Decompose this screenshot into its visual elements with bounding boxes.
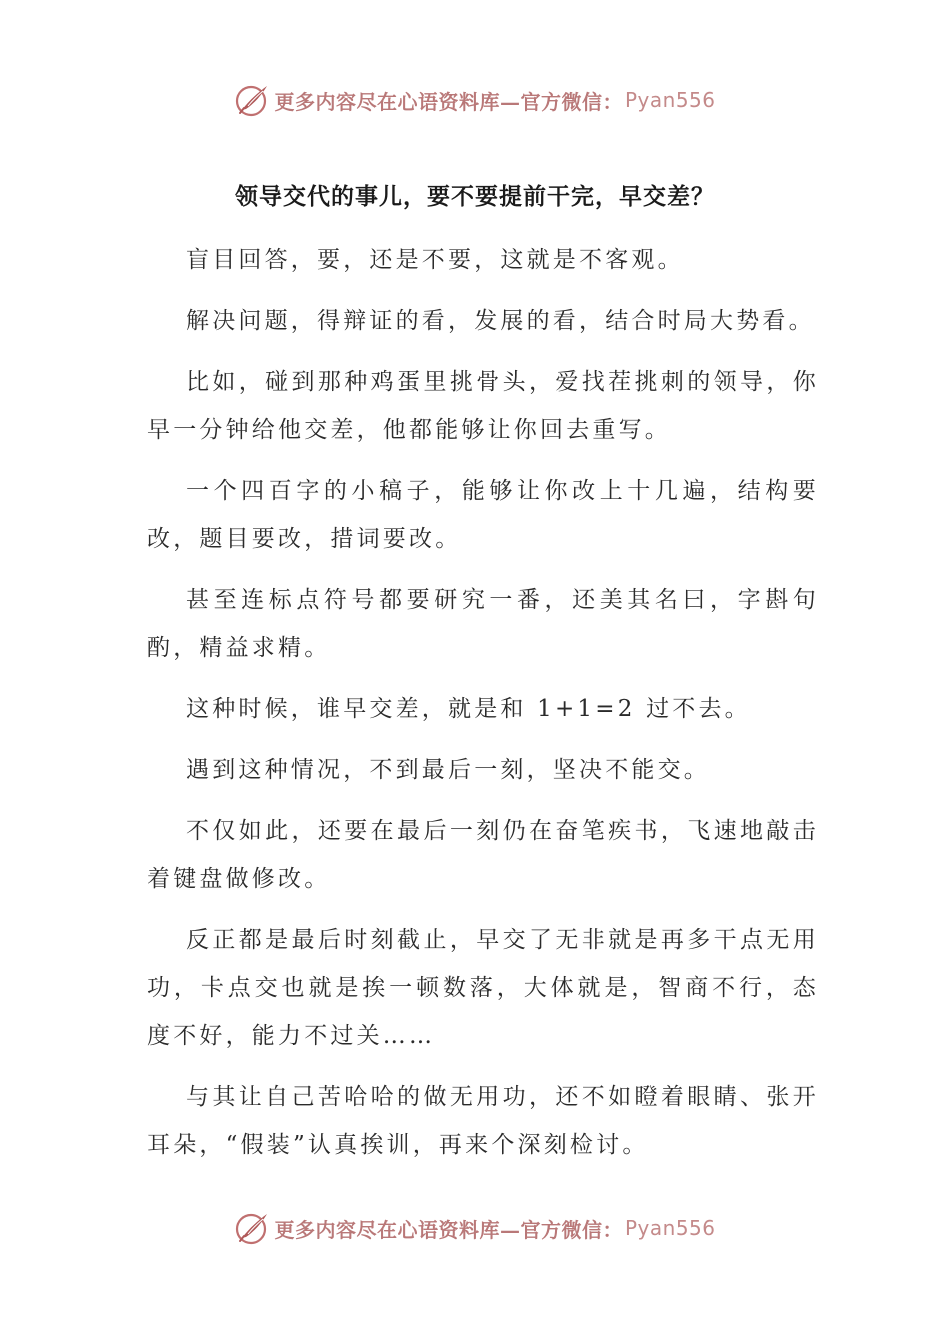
paragraph: 遇到这种情况，不到最后一刻，坚决不能交。 xyxy=(186,757,710,783)
footer-wechat-id: Pyan556 xyxy=(624,1216,716,1240)
article-title: 领导交代的事儿，要不要提前干完，早交差？ xyxy=(235,183,715,210)
paragraph: 盲目回答，要，还是不要，这就是不客观。 xyxy=(186,247,684,273)
header-wechat-id: Pyan556 xyxy=(624,88,716,112)
article-body xyxy=(147,236,819,1182)
footer-banner xyxy=(0,1210,950,1246)
quill-pen-logo-icon xyxy=(234,82,270,118)
paragraph: 解决问题，得辩证的看，发展的看，结合时局大势看。 xyxy=(186,308,815,334)
paragraph: 一个四百字的小稿子，能够让你改上十几遍，结构要改，题目要改，措词要改。 xyxy=(147,478,819,552)
paragraph: 与其让自己苦哈哈的做无用功，还不如瞪着眼睛、张开耳朵，“假装”认真挨训，再来个深刻检讨。 xyxy=(147,1084,819,1158)
paragraph: 不仅如此，还要在最后一刻仍在奋笔疾书，飞速地敲击着键盘做修改。 xyxy=(147,818,819,892)
paragraph: 反正都是最后时刻截止，早交了无非就是再多干点无用功，卡点交也就是挨一顿数落，大体就是，智商不行，态度不好，能力不过关…… xyxy=(147,927,819,1049)
quill-pen-logo-icon xyxy=(234,1210,270,1246)
paragraph: 甚至连标点符号都要研究一番，还美其名曰，字斟句酌，精益求精。 xyxy=(147,587,819,661)
footer-banner-text: 更多内容尽在心语资料库—官方微信： xyxy=(274,1217,623,1242)
header-banner xyxy=(0,82,950,118)
paragraph: 这种时候，谁早交差，就是和 1+1=2 过不去。 xyxy=(186,696,751,722)
header-banner-text: 更多内容尽在心语资料库—官方微信： xyxy=(274,89,623,114)
paragraph: 比如，碰到那种鸡蛋里挑骨头，爱找茬挑刺的领导，你早一分钟给他交差，他都能够让你回去重写。 xyxy=(147,369,819,443)
